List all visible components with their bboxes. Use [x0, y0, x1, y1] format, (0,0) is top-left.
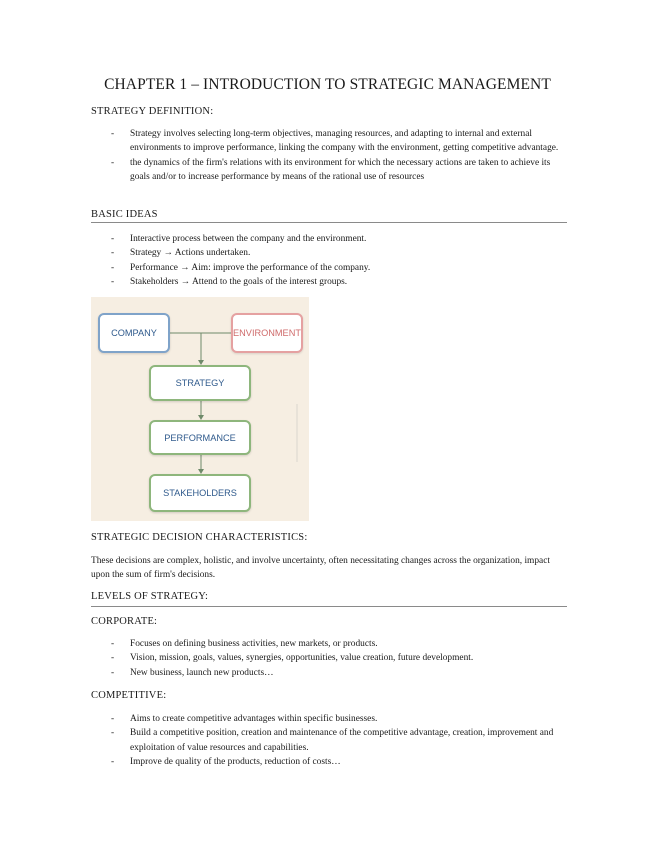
corporate-list: [91, 637, 567, 680]
bullet-dash: -: [111, 653, 115, 664]
list-item: [91, 156, 567, 185]
bullet-dash: -: [111, 129, 115, 139]
basic-ideas-heading: BASIC IDEAS: [91, 209, 158, 220]
strategy-box: STRATEGY: [149, 365, 251, 401]
bullet-dash: -: [111, 277, 115, 288]
bullet-dash: -: [111, 248, 115, 259]
list-item-text: Aims to create competitive advantages within specific businesses.: [130, 714, 378, 724]
list-item-text: New business, launch new products…: [130, 667, 274, 678]
list-item: [91, 712, 567, 726]
section-divider: [91, 606, 567, 607]
bullet-dash: -: [111, 714, 115, 724]
list-item-text: Vision, mission, goals, values, synergies, opportunities, value creation, future development.: [130, 653, 474, 664]
decision-characteristics-text: These decisions are complex, holistic, and involve uncertainty, often necessitating changes across the organization, impact upon the sum of firm's decisions.: [91, 556, 550, 581]
strategy-definition-heading: STRATEGY DEFINITION:: [91, 106, 214, 117]
list-item-text: Strategy → Actions undertaken.: [130, 248, 251, 259]
list-item-text: Improve de quality of the products, reduction of costs…: [130, 757, 341, 768]
list-item-text: the dynamics of the firm's relations with its environment for which the necessary actions are taken to achieve its goals and/or to increase performance by means of the rational use of resources: [130, 157, 551, 183]
list-item: [91, 275, 567, 289]
list-item: [91, 726, 567, 755]
strategy-definition-list: [91, 127, 567, 185]
bullet-dash: -: [111, 234, 115, 244]
corporate-heading: CORPORATE:: [91, 616, 158, 627]
bullet-dash: -: [111, 667, 115, 678]
stakeholders-box: STAKEHOLDERS: [149, 474, 251, 512]
environment-box: ENVIRONMENT: [231, 313, 303, 353]
bullet-dash: -: [111, 728, 115, 739]
levels-heading: LEVELS OF STRATEGY:: [91, 591, 209, 602]
strategy-flow-diagram: [91, 297, 309, 521]
list-item: [91, 261, 567, 275]
company-box: COMPANY: [98, 313, 170, 353]
bullet-dash: -: [111, 262, 115, 273]
decision-characteristics-heading: STRATEGIC DECISION CHARACTERISTICS:: [91, 532, 308, 543]
list-item: [91, 127, 567, 156]
basic-ideas-list: [91, 232, 567, 290]
list-item-text: Interactive process between the company and the environment.: [130, 234, 367, 244]
competitive-list: [91, 712, 567, 770]
bullet-dash: -: [111, 639, 115, 649]
list-item-text: Performance → Aim: improve the performance of the company.: [130, 262, 371, 273]
list-item-text: Build a competitive position, creation and maintenance of the competitive advantage, creation, improvement and exploitation of value resources and capabilities.: [130, 728, 554, 753]
bullet-dash: -: [111, 757, 115, 768]
list-item-text: Stakeholders → Attend to the goals of the interest groups.: [130, 277, 348, 288]
list-item: [91, 651, 567, 665]
page-title: CHAPTER 1 – INTRODUCTION TO STRATEGIC MANAGEMENT: [104, 76, 551, 93]
image-edge-artifact: [296, 404, 298, 462]
competitive-heading: COMPETITIVE:: [91, 690, 167, 701]
section-divider: [91, 222, 567, 223]
performance-box: PERFORMANCE: [149, 420, 251, 455]
list-item: [91, 755, 567, 769]
list-item: [91, 637, 567, 651]
bullet-dash: -: [111, 157, 115, 168]
list-item: [91, 232, 567, 246]
list-item-text: Focuses on defining business activities, new markets, or products.: [130, 639, 378, 649]
list-item: [91, 666, 567, 680]
list-item-text: Strategy involves selecting long-term objectives, managing resources, and adapting to internal and external environments to improve performance, linking the company with the environment, getting competitive advantage.: [130, 129, 559, 154]
list-item: [91, 246, 567, 260]
